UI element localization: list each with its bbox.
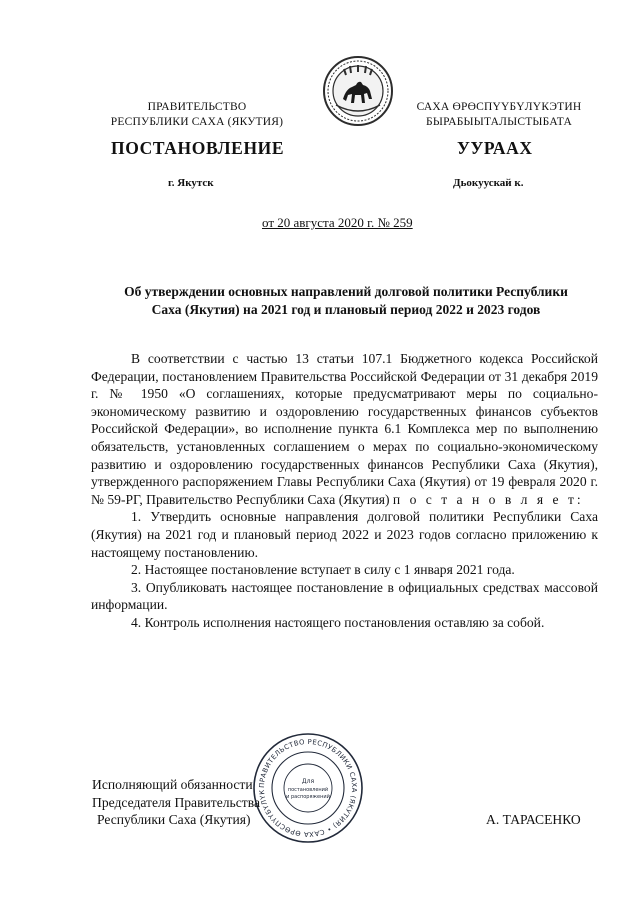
right-header-line1: САХА ӨРӨСПҮҮБҮЛҮКЭТИН bbox=[416, 101, 582, 113]
item-1: 1. Утвердить основные направления долговой политики Республики Саха (Якутия) на 2021 год и плановый период 2022 и 2023 годов согласно приложению к настоящему постановлению. bbox=[91, 509, 598, 560]
svg-text:ПРАВИТЕЛЬСТВО РЕСПУБЛИКИ САХА bbox=[252, 732, 358, 838]
right-header bbox=[394, 100, 604, 130]
document-type-sah: УУРААХ bbox=[457, 138, 533, 158]
subject-line1: Об утверждении основных направлений долговой политики Республики bbox=[124, 284, 568, 299]
signatory-name: А. ТАРАСЕНКО bbox=[486, 812, 581, 827]
left-header bbox=[92, 100, 302, 130]
signatory-position-line3: Республики Саха (Якутия) bbox=[97, 812, 251, 828]
city-sah: Дьокуускай к. bbox=[453, 177, 524, 189]
date-number-line: от 20 августа 2020 г. № 259 bbox=[262, 215, 413, 230]
stamp-inner-line2: постановлений bbox=[287, 787, 329, 793]
signatory-position-line2: Председателя Правительства bbox=[92, 794, 260, 810]
right-header-line2: БЫРАБЫЫТАЛЫСТЫБАТА bbox=[426, 116, 572, 128]
coat-of-arms-emblem bbox=[322, 55, 394, 127]
item-3: 3. Опубликовать настоящее постановление в официальных средствах массовой информации. bbox=[91, 579, 598, 613]
stamp-inner-line1: Для bbox=[301, 778, 315, 785]
official-stamp bbox=[252, 732, 364, 844]
preamble-paragraph bbox=[91, 350, 598, 508]
item-2: 2. Настоящее постановление вступает в силу с 1 января 2021 года. bbox=[131, 562, 515, 578]
document-subject bbox=[72, 283, 620, 319]
document-body bbox=[91, 350, 598, 632]
document-type-ru: ПОСТАНОВЛЕНИЕ bbox=[111, 138, 285, 158]
left-header-line2: РЕСПУБЛИКИ САХА (ЯКУТИЯ) bbox=[110, 116, 284, 128]
preamble-text: В соответствии с частью 13 статьи 107.1 Бюджетного кодекса Российской Федерации, постановлением Правительства Российской Федерации от 31 декабря 2019 г. № 1950 «О соглашениях, которые предусматривают меры по социально-экономическому развитию и оздоровлению государственных финансов субъектов Российской Федерации», во исполнение пункта 6.1 Комплекса мер по выполнению обязательств, установленных соглашением о мерах по социально-экономическому развитию и оздоровлению государственных финансов Республики Саха (Якутия), утвержденного распоряжением Главы Республики Саха (Якутия) от 19 февраля 2020 г. № 59-РГ, Правительство Республики Саха (Якутия) bbox=[91, 351, 598, 507]
signatory-position-line1: Исполняющий обязанности bbox=[92, 777, 253, 792]
subject-line2: Саха (Якутия) на 2021 год и плановый период 2022 и 2023 годов bbox=[151, 302, 541, 317]
stamp-inner-line3: и распоряжений bbox=[286, 794, 330, 800]
item-4: 4. Контроль исполнения настоящего постановления оставляю за собой. bbox=[131, 614, 545, 630]
left-header-line1: ПРАВИТЕЛЬСТВО bbox=[147, 101, 247, 113]
signature-block bbox=[92, 776, 260, 829]
decree-word: п о с т а н о в л я е т: bbox=[392, 491, 584, 507]
stamp-ring-text: ПРАВИТЕЛЬСТВО РЕСПУБЛИКИ САХА (ЯКУТИЯ) • САХА ӨРӨСПҮҮБҮЛҮК bbox=[257, 737, 359, 839]
city-ru: г. Якутск bbox=[168, 177, 214, 189]
